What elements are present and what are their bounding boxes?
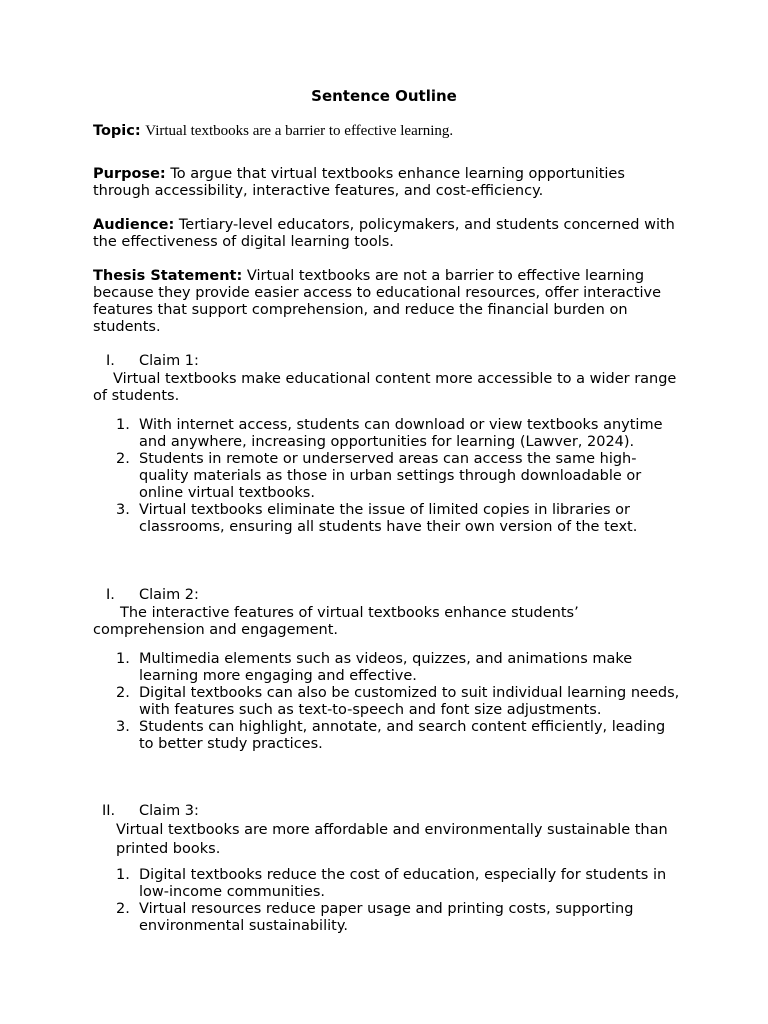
topic-label: Topic: — [93, 123, 141, 139]
list-item — [116, 502, 684, 536]
list-number: 3. — [116, 502, 130, 518]
audience-paragraph — [93, 217, 683, 251]
list-item-text: Students in remote or underserved areas can access the same high-quality materials as those in urban settings through downloadable or online virtual textbooks. — [139, 451, 642, 501]
purpose-text: To argue that virtual textbooks enhance learning opportunities through accessibility, interactive features, and cost-efficiency. — [93, 166, 625, 199]
list-item — [116, 651, 684, 685]
list-item-text: Multimedia elements such as videos, quizzes, and animations make learning more engaging and effective. — [139, 651, 633, 684]
thesis-label: Thesis Statement: — [93, 268, 243, 284]
list-item-text: Virtual resources reduce paper usage and printing costs, supporting environmental sustainability. — [139, 901, 634, 934]
audience-text: Tertiary-level educators, policymakers, and students concerned with the effectiveness of digital learning tools. — [93, 217, 675, 250]
claim-numeral: I. — [106, 353, 115, 369]
list-item-text: Digital textbooks can also be customized to suit individual learning needs, with features such as text-to-speech and font size adjustments. — [139, 685, 680, 718]
list-item — [116, 417, 684, 451]
claim-points-list — [116, 867, 684, 935]
thesis-text: Virtual textbooks are not a barrier to effective learning because they provide easier access to educational resources, offer interactive features that support comprehension, and reduce the financial burden on students. — [93, 268, 661, 335]
thesis-paragraph — [93, 268, 683, 336]
claim-numeral: I. — [106, 587, 115, 603]
claim-numeral: II. — [102, 803, 116, 819]
list-number: 2. — [116, 901, 130, 917]
purpose-label: Purpose: — [93, 166, 166, 182]
list-item — [116, 901, 684, 935]
claim-points-list — [116, 651, 684, 753]
list-number: 2. — [116, 685, 130, 701]
list-item — [116, 867, 684, 901]
list-number: 1. — [116, 417, 130, 433]
claim-points-list — [116, 417, 684, 536]
list-item-text: Digital textbooks reduce the cost of education, especially for students in low-income communities. — [139, 867, 667, 900]
claim-title: Claim 3: — [139, 803, 199, 819]
list-item — [116, 451, 684, 502]
claim-statement: Virtual textbooks make educational content more accessible to a wider range of students. — [93, 371, 677, 404]
list-item-text: Virtual textbooks eliminate the issue of limited copies in libraries or classrooms, ensuring all students have their own version of the text. — [139, 502, 638, 535]
list-item-text: Students can highlight, annotate, and search content efficiently, leading to better study practices. — [139, 719, 666, 752]
list-number: 3. — [116, 719, 130, 735]
list-item — [116, 685, 684, 719]
list-number: 2. — [116, 451, 130, 467]
topic-text: Virtual textbooks are a barrier to effective learning. — [145, 123, 454, 139]
claim-statement: Virtual textbooks are more affordable and environmentally sustainable than printed books. — [116, 822, 668, 857]
audience-label: Audience: — [93, 217, 175, 233]
list-number: 1. — [116, 651, 130, 667]
purpose-paragraph — [93, 166, 683, 200]
claim-title: Claim 2: — [139, 587, 199, 603]
topic-paragraph — [93, 121, 683, 141]
list-number: 1. — [116, 867, 130, 883]
page-title: Sentence Outline — [311, 87, 457, 105]
list-item-text: With internet access, students can download or view textbooks anytime and anywhere, increasing opportunities for learning (Lawver, 2024). — [139, 417, 663, 450]
claim-title: Claim 1: — [139, 353, 199, 369]
claim-statement: The interactive features of virtual textbooks enhance students’ comprehension and engagement. — [93, 605, 579, 638]
list-item — [116, 719, 684, 753]
